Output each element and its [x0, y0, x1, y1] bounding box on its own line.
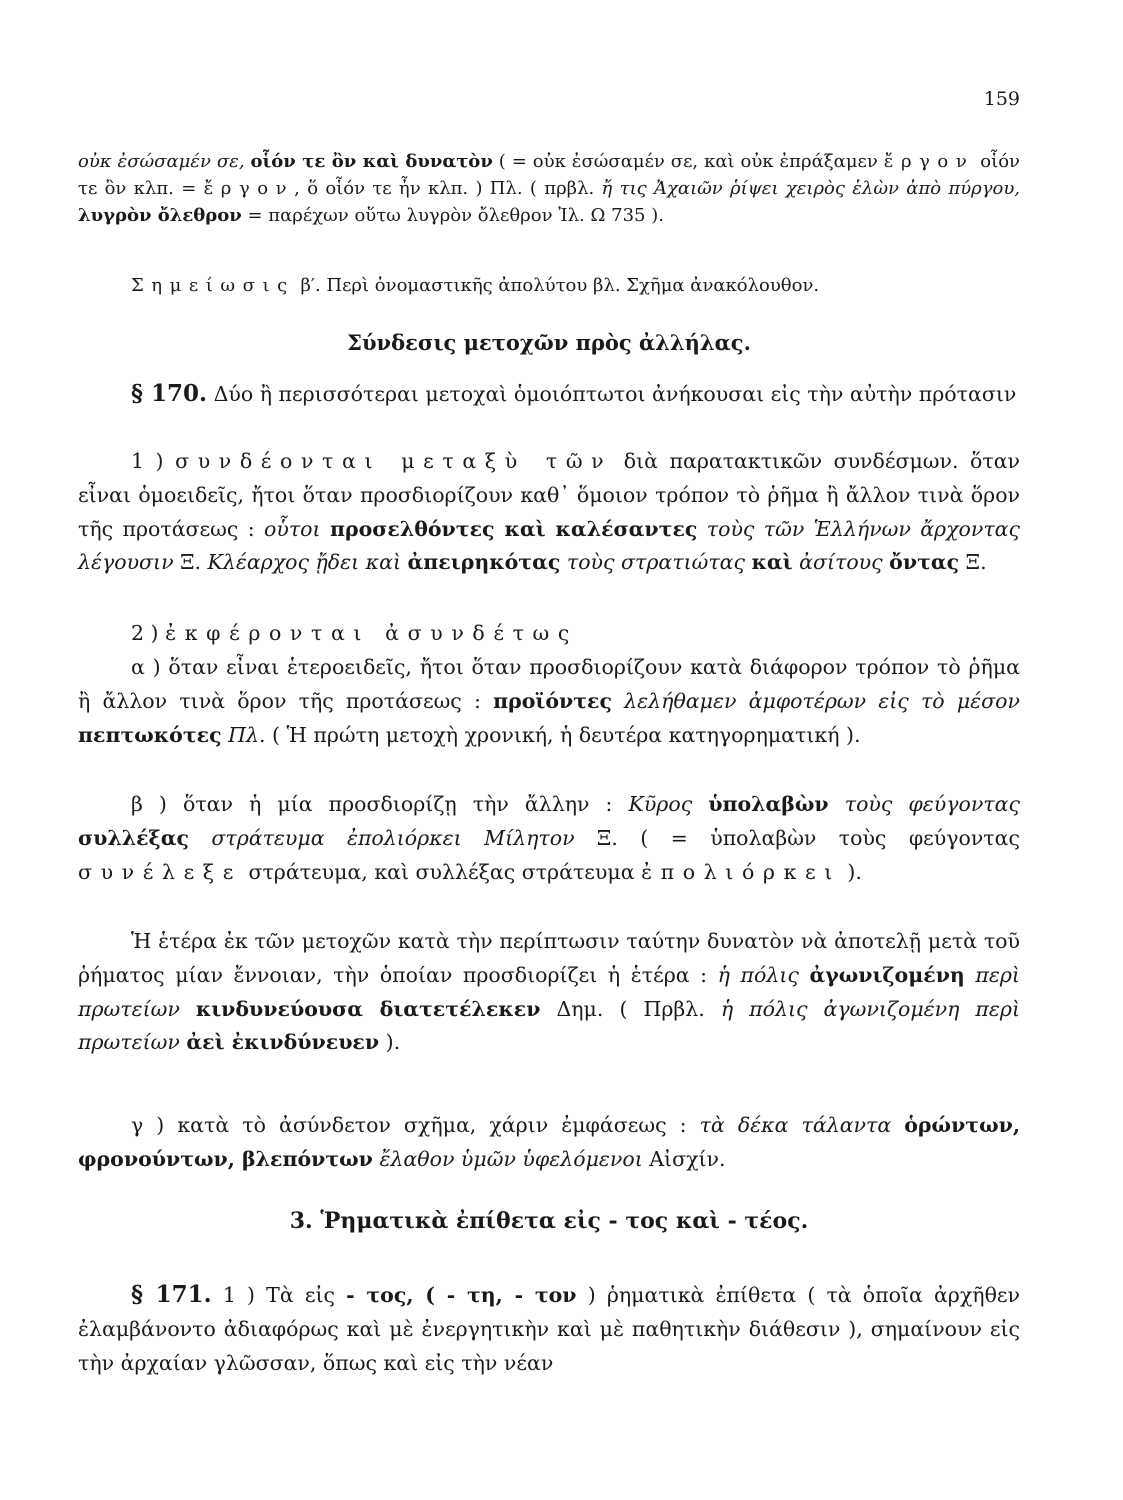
bold-text: ὄντας	[889, 550, 960, 575]
text: 1 ) Τὰ εἰς	[211, 1283, 347, 1307]
italic-text: ἡ πόλις ἀγωνιζομένη περὶ πρωτείων	[78, 996, 1020, 1055]
section-number: § 171.	[131, 1281, 212, 1308]
text: ).	[840, 859, 862, 884]
text: = παρέχων οὕτω λυγρὸν ὄλεθρον Ἰλ. Ω 735 ).	[241, 205, 664, 226]
text: Αἰσχίν.	[642, 1146, 726, 1171]
spaced-text: ἐκφέρονται ἀσυνδέτως	[165, 621, 578, 645]
italic-text: οὗτοι	[264, 516, 321, 541]
italic-text: ἤ τις Ἀχαιῶν ῥίψει χειρὸς ἑλὼν ἀπὸ πύργου,	[601, 178, 1020, 199]
spaced-text: ἔργον	[883, 151, 975, 172]
item-label: 2 )	[131, 621, 159, 645]
text: Ξ.	[959, 550, 987, 575]
italic-text: Πλ.	[228, 722, 266, 747]
bold-text: προσελθόντες καὶ καλέσαντες	[329, 516, 698, 541]
italic-text: ἀσίτους	[799, 550, 883, 575]
section-number: § 170.	[131, 380, 208, 407]
bold-text: ὁρώντων, φρονούντων, βλεπόντων	[78, 1113, 1020, 1171]
list-item-2	[78, 617, 1020, 651]
bold-text: λυγρὸν ὄλεθρον	[78, 205, 242, 226]
text: , ὅ οἷόν τε ἦν κλπ. ) Πλ. ( πρβλ.	[294, 178, 602, 199]
page-number: 159	[983, 88, 1020, 110]
text: κατὰ τὸ ἀσύνδετον σχῆμα, χάριν ἐμφάσεως :	[164, 1113, 700, 1137]
spaced-text: συνέλεξε	[78, 859, 242, 884]
text: Δύο ἢ περισσότεραι μετοχαὶ ὁμοιόπτωτοι ἀνήκουσαι εἰς τὴν αὐτὴν πρότασιν	[207, 382, 1017, 406]
italic-text: στράτευμα ἐπολιόρκει Μίλητον	[211, 825, 575, 850]
text: ( = οὐκ ἐσώσαμέν σε, καὶ οὐκ ἐπράξαμεν	[492, 151, 884, 172]
text: Ἡ ἑτέρα ἐκ τῶν μετοχῶν κατὰ τὴν περίπτωσιν ταύτην δυνατὸν νὰ ἀποτελῇ μετὰ τοῦ ῥήματος μίαν ἔννοιαν, τὴν ὁποίαν προσδιορίζει ἡ ἑτέρα :	[78, 929, 1020, 987]
italic-text: τοὺς στρατιώτας	[566, 550, 745, 575]
italic-text: τοὺς τῶν Ἑλλήνων ἄρχοντας λέγουσιν	[78, 516, 1020, 575]
italic-text: λελήθαμεν ἀμφοτέρων εἰς τὸ μέσον	[624, 688, 1020, 713]
bold-text: - τος, ( - τη, - τον	[346, 1283, 577, 1307]
spaced-text: ἐπολιόρκει	[641, 859, 841, 884]
bold-text: κινδυνεύουσα διατετέλεκεν	[195, 996, 541, 1021]
continuation-paragraph	[78, 148, 1020, 229]
item-label: β )	[131, 792, 167, 816]
text: β′. Περὶ ὀνομαστικῆς ἀπολύτου βλ. Σχῆμα ἀνακόλουθον.	[294, 275, 820, 296]
text: ) ῥηματικὰ ἐπίθετα ( τὰ ὁποῖα ἀρχῆθεν ἐλαμβάνοντο ἀδιαφόρως καὶ μὲ ἐνεργητικὴν καὶ μὲ παθητικὴν διάθεσιν ), σημαίνουν εἰς τὴν ἀρχαίαν γλῶσσαν, ὅπως καὶ εἰς τὴν νέαν	[78, 1283, 1020, 1375]
italic-text: τὰ δέκα τάλαντα	[699, 1113, 892, 1137]
text: Ξ.	[173, 550, 208, 575]
text: ὅταν εἶναι ἑτεροειδεῖς, ἤτοι ὅταν προσδιορίζουν κατὰ διάφορον τρόπον τὸ ῥῆμα ἢ ἄλλον τινὰ ὅρον τῆς προτάσεως :	[78, 655, 1020, 713]
sub-item-gamma	[78, 1109, 1020, 1177]
sub-item-alpha	[78, 651, 1020, 752]
bold-text: ἀγωνιζομένη	[809, 962, 965, 987]
italic-text: οὐκ ἐσώσαμέν σε,	[78, 151, 245, 172]
paragraph-hetera	[78, 925, 1020, 1060]
paragraph-171	[78, 1278, 1020, 1380]
text: ).	[379, 1030, 401, 1055]
spaced-text: συνδέονται μεταξὺ τῶν	[175, 449, 613, 473]
text: οἷόν τε ὂν κλπ. =	[78, 151, 1020, 199]
italic-text: ἔλαθον ὑμῶν ὑφελόμενοι	[379, 1146, 643, 1171]
text: στράτευμα, καὶ συλλέξας στράτευμα	[241, 859, 642, 884]
chapter-heading: 3. Ῥηματικὰ ἐπίθετα εἰς - τος καὶ - τέος.	[289, 1208, 809, 1234]
bold-text: οἷόν τε ὂν καὶ δυνατὸν	[250, 151, 493, 172]
text: Ξ. ( = ὑπολαβὼν τοὺς φεύγοντας	[574, 825, 1020, 850]
spaced-text: ἔργον	[203, 178, 295, 199]
text: ( Ἡ πρώτη μετοχὴ χρονική, ἡ δευτέρα κατηγορηματική ).	[265, 722, 861, 747]
note-paragraph	[78, 272, 1020, 299]
text: διὰ παρατακτικῶν συνδέσμων. ὅταν εἶναι ὁμοειδεῖς, ἤτοι ὅταν προσδιορίζουν καθ᾽ ὅμοιον τρόπον τὸ ῥῆμα ἢ ἄλλον τινὰ ὅρον τῆς προτάσεως :	[78, 449, 1020, 541]
item-label: 1 )	[131, 449, 164, 473]
bold-text: ἀεὶ ἐκινδύνευεν	[186, 1030, 380, 1055]
italic-text: ἡ πόλις	[717, 962, 799, 987]
item-label: γ )	[131, 1113, 165, 1137]
paragraph-170	[78, 377, 1020, 412]
item-label: α )	[131, 655, 161, 679]
section-heading: Σύνδεσις μετοχῶν πρὸς ἀλλήλας.	[347, 330, 751, 355]
italic-text: περὶ πρωτείων	[78, 962, 1020, 1021]
bold-text: ὑπολαβὼν	[708, 792, 829, 816]
spaced-text: Σημείωσις	[131, 275, 295, 296]
bold-text: συλλέξας	[78, 825, 189, 850]
bold-text: ἀπειρηκότας	[407, 550, 561, 575]
text: ὅταν ἡ μία προσδιορίζῃ τὴν ἄλλην :	[166, 792, 629, 816]
bold-text: πεπτωκότες	[78, 722, 222, 747]
sub-item-beta	[78, 788, 1020, 889]
text: Δημ. ( Πρβλ.	[540, 996, 721, 1021]
bold-text: καὶ	[751, 550, 793, 575]
italic-text: Κλέαρχος ᾔδει καὶ	[207, 550, 401, 575]
italic-text: Κῦρος	[628, 792, 693, 816]
bold-text: προϊόντες	[493, 688, 612, 713]
italic-text: τοὺς φεύγοντας	[844, 792, 1020, 816]
list-item-1	[78, 445, 1020, 580]
